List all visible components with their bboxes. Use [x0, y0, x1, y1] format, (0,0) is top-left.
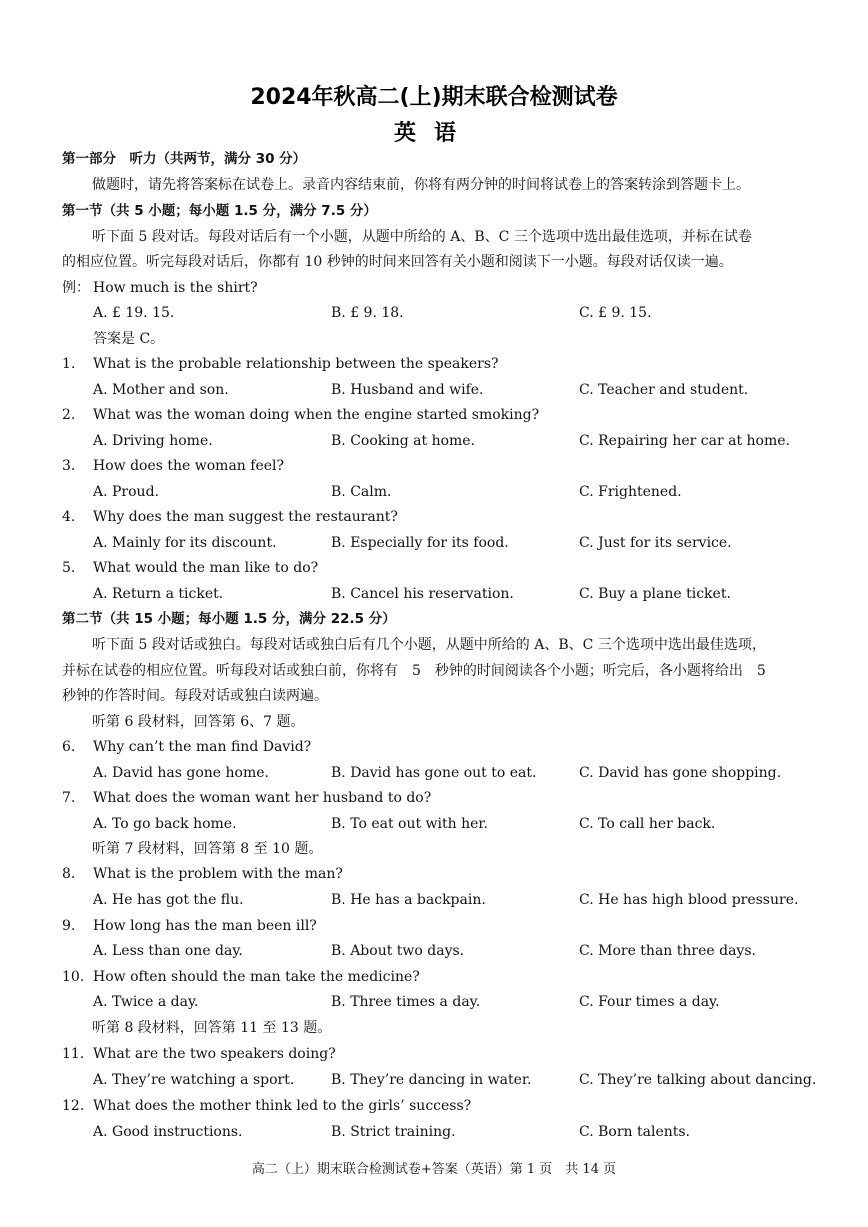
- option-b: B. David has gone out to eat.: [331, 765, 537, 781]
- option-c: C. David has gone shopping.: [579, 765, 782, 781]
- question-number: 6.: [62, 739, 76, 755]
- option-c: C. Just for its service.: [579, 535, 732, 551]
- question-text: How often should the man take the medicine?: [93, 969, 420, 985]
- question-number: 5.: [62, 560, 76, 576]
- section2-heading: 第二节（共 15 小题；每小题 1.5 分，满分 22.5 分）: [62, 611, 396, 627]
- option-b: B. Husband and wife.: [331, 382, 484, 398]
- material-8-instruction: 听第 8 段材料，回答第 11 至 13 题。: [92, 1020, 332, 1036]
- subject-title: 英语: [393, 121, 474, 146]
- option-b: B. Cancel his reservation.: [331, 586, 514, 602]
- question-text: How does the woman feel?: [93, 458, 284, 474]
- option-b: B. He has a backpain.: [331, 892, 486, 908]
- example-option-b: B. £ 9. 18.: [331, 305, 404, 321]
- question-text: What does the woman want her husband to do?: [93, 790, 432, 806]
- part1-intro: 做题时，请先将答案标在试卷上。录音内容结束前，你将有两分钟的时间将试卷上的答案转涂到答题卡上。: [92, 177, 750, 193]
- option-a: A. To go back home.: [93, 816, 237, 832]
- option-b: B. Three times a day.: [331, 994, 481, 1010]
- option-a: A. Mother and son.: [93, 382, 229, 398]
- option-c: C. Frightened.: [579, 484, 682, 500]
- question-text: Why does the man suggest the restaurant?: [93, 509, 398, 525]
- option-a: A. Good instructions.: [93, 1124, 243, 1140]
- section1-heading: 第一节（共 5 小题；每小题 1.5 分，满分 7.5 分）: [62, 203, 377, 219]
- question-number: 4.: [62, 509, 76, 525]
- option-c: C. To call her back.: [579, 816, 716, 832]
- option-b: B. Calm.: [331, 484, 392, 500]
- question-number: 11.: [62, 1046, 85, 1062]
- option-c: C. Four times a day.: [579, 994, 720, 1010]
- page-title: 2024年秋高二(上)期末联合检测试卷: [250, 85, 618, 110]
- question-number: 8.: [62, 866, 76, 882]
- section1-intro-line2: 的相应位置。听完每段对话后，你都有 10 秒钟的时间来回答有关小题和阅读下一小题。每段对话仅读一遍。: [62, 254, 733, 270]
- question-number: 10.: [62, 969, 85, 985]
- option-b: B. Especially for its food.: [331, 535, 509, 551]
- question-number: 1.: [62, 356, 76, 372]
- option-a: A. He has got the flu.: [93, 892, 244, 908]
- question-text: Why can’t the man find David?: [93, 739, 312, 755]
- option-a: A. Twice a day.: [93, 994, 199, 1010]
- question-text: What is the problem with the man?: [93, 866, 343, 882]
- option-a: A. David has gone home.: [93, 765, 269, 781]
- option-a: A. Less than one day.: [93, 943, 243, 959]
- option-a: A. Proud.: [93, 484, 159, 500]
- section1-intro-line1: 听下面 5 段对话。每段对话后有一个小题，从题中所给的 A、B、C 三个选项中选出最佳选项，并标在试卷: [92, 229, 752, 245]
- material-7-instruction: 听第 7 段材料，回答第 8 至 10 题。: [92, 841, 323, 857]
- option-a: A. They’re watching a sport.: [93, 1072, 295, 1088]
- option-a: A. Driving home.: [93, 433, 213, 449]
- section2-intro-line1: 听下面 5 段对话或独白。每段对话或独白后有几个小题，从题中所给的 A、B、C 三个选项中选出最佳选项，: [92, 637, 766, 653]
- question-text: What are the two speakers doing?: [93, 1046, 336, 1062]
- example-label: 例：: [62, 280, 90, 296]
- example-answer: 答案是 C。: [93, 331, 165, 347]
- question-number: 2.: [62, 407, 76, 423]
- question-number: 3.: [62, 458, 76, 474]
- example-question: How much is the shirt?: [93, 280, 258, 296]
- question-text: What does the mother think led to the girls’ success?: [93, 1098, 472, 1114]
- option-c: C. Buy a plane ticket.: [579, 586, 731, 602]
- question-text: What is the probable relationship between the speakers?: [93, 356, 499, 372]
- section2-intro-line3: 秒钟的作答时间。每段对话或独白读两遍。: [62, 688, 328, 704]
- question-text: What was the woman doing when the engine started smoking?: [93, 407, 540, 423]
- page-footer: 高二（上）期末联合检测试卷+答案（英语）第 1 页 共 14 页: [251, 1162, 617, 1177]
- option-c: C. They’re talking about dancing.: [579, 1072, 817, 1088]
- option-b: B. They’re dancing in water.: [331, 1072, 532, 1088]
- option-c: C. Teacher and student.: [579, 382, 749, 398]
- example-option-a: A. £ 19. 15.: [93, 305, 175, 321]
- option-c: C. Repairing her car at home.: [579, 433, 790, 449]
- question-text: What would the man like to do?: [93, 560, 319, 576]
- option-b: B. Strict training.: [331, 1124, 456, 1140]
- option-b: B. About two days.: [331, 943, 465, 959]
- option-a: A. Mainly for its discount.: [93, 535, 277, 551]
- option-a: A. Return a ticket.: [93, 586, 224, 602]
- option-b: B. Cooking at home.: [331, 433, 476, 449]
- question-text: How long has the man been ill?: [93, 918, 317, 934]
- option-c: C. He has high blood pressure.: [579, 892, 799, 908]
- example-option-c: C. £ 9. 15.: [579, 305, 652, 321]
- section2-intro-line2: 并标在试卷的相应位置。听每段对话或独白前，你将有 5 秒钟的时间阅读各个小题；听完后，各小题将给出 5: [62, 663, 766, 679]
- question-number: 7.: [62, 790, 76, 806]
- question-number: 9.: [62, 918, 76, 934]
- part1-heading: 第一部分 听力（共两节，满分 30 分）: [62, 151, 307, 167]
- option-c: C. Born talents.: [579, 1124, 691, 1140]
- option-c: C. More than three days.: [579, 943, 756, 959]
- material-6-instruction: 听第 6 段材料，回答第 6、7 题。: [92, 714, 305, 730]
- option-b: B. To eat out with her.: [331, 816, 489, 832]
- question-number: 12.: [62, 1098, 85, 1114]
